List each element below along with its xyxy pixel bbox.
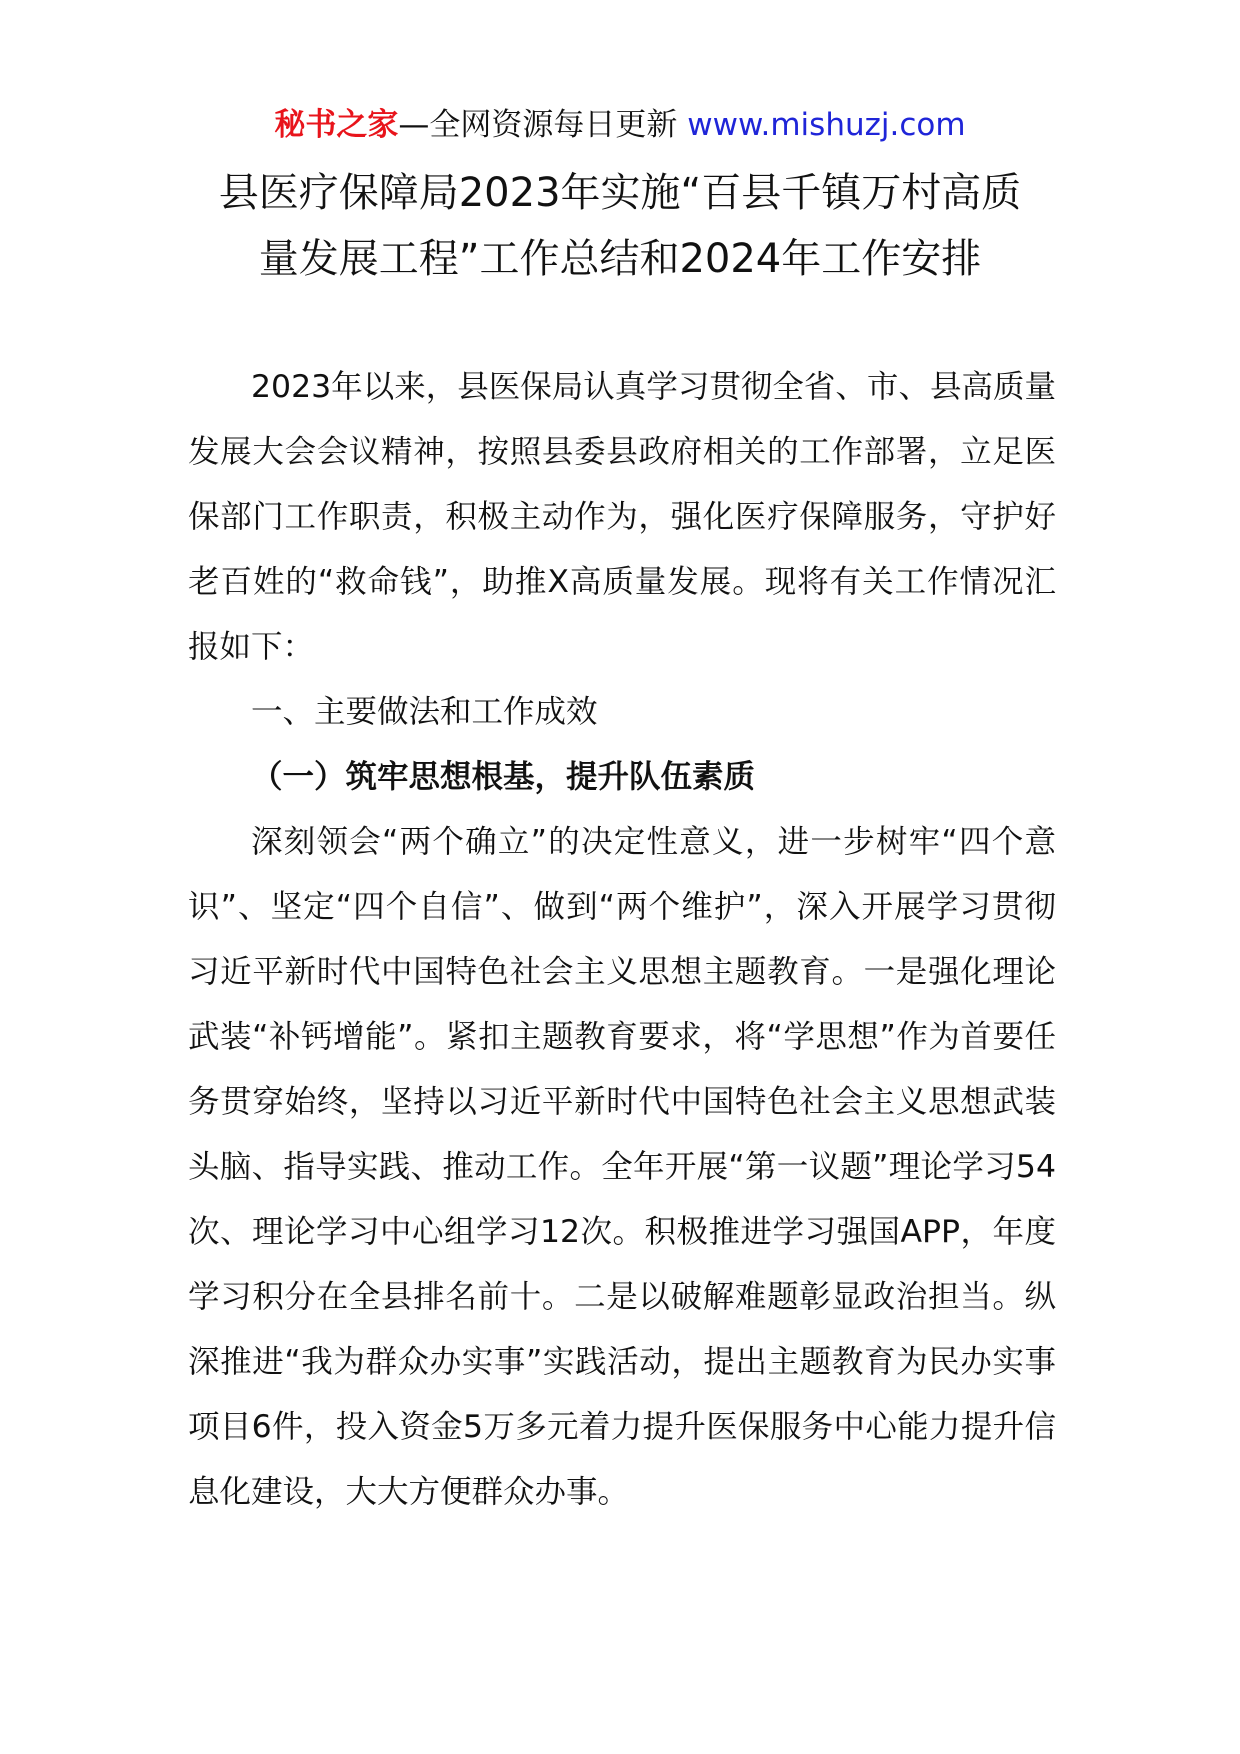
document-title-line-1: 县医疗保障局2023年实施“百县千镇万村高质	[218, 170, 1022, 216]
document-body	[188, 355, 1056, 1525]
site-tagline: —全网资源每日更新	[398, 107, 678, 143]
section-heading: 一、主要做法和工作成效	[251, 694, 598, 730]
document-title-line-2: 量发展工程”工作总结和2024年工作安排	[258, 236, 982, 282]
subsection-heading: （一）筑牢思想根基，提升队伍素质	[251, 759, 756, 795]
site-header	[0, 100, 1240, 150]
intro-paragraph: 2023年以来，县医保局认真学习贯彻全省、市、县高质量发展大会会议精神，按照县委县政府相关的工作部署，立足医保部门工作职责，积极主动作为，强化医疗保障服务，守护好老百姓的“救命钱”，助推X高质量发展。现将有关工作情况汇报如下：	[188, 369, 1056, 665]
site-brand: 秘书之家	[274, 107, 399, 143]
site-url-link[interactable]: www.mishuzj.com	[687, 107, 966, 143]
body-paragraph: 深刻领会“两个确立”的决定性意义，进一步树牢“四个意识”、坚定“四个自信”、做到“两个维护”，深入开展学习贯彻习近平新时代中国特色社会主义思想主题教育。一是强化理论武装“补钙增能”。紧扣主题教育要求，将“学思想”作为首要任务贯穿始终，坚持以习近平新时代中国特色社会主义思想武装头脑、指导实践、推动工作。全年开展“第一议题”理论学习54次、理论学习中心组学习12次。积极推进学习强国APP，年度学习积分在全县排名前十。二是以破解难题彰显政治担当。纵深推进“我为群众办实事”实践活动，提出主题教育为民办实事项目6件，投入资金5万多元着力提升医保服务中心能力提升信息化建设，大大方便群众办事。	[188, 824, 1056, 1510]
document-title	[150, 160, 1090, 292]
